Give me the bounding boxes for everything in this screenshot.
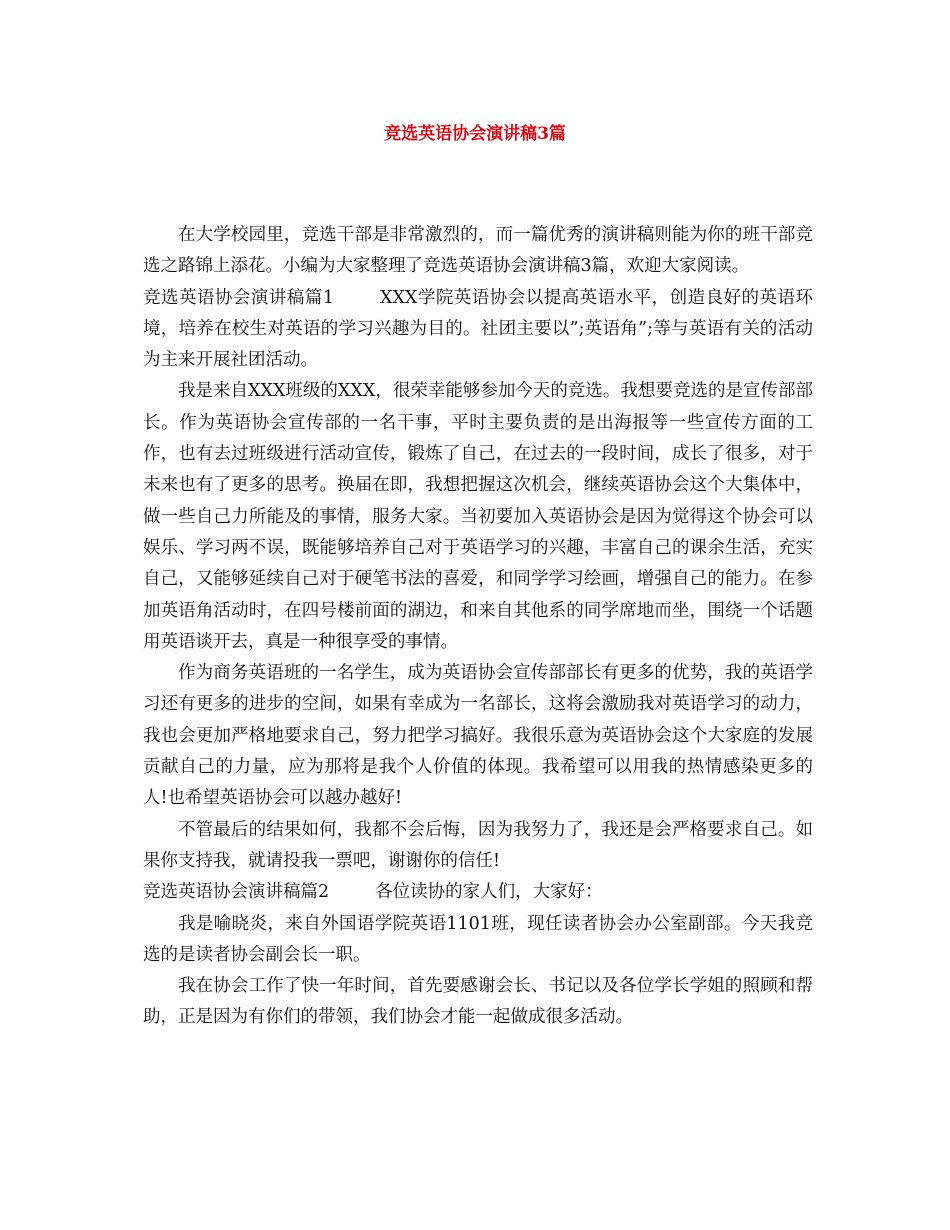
paragraph-body: 作为商务英语班的一名学生，成为英语协会宣传部部长有更多的优势，我的英语学习还有更多的进步的空间，如果有幸成为一名部长，这将会激励我对英语学习的动力，我也会更加严格地要求自己，努力把学习搞好。我很乐意为英语协会这个大家庭的发展贡献自己的力量，应为那将是我个人价值的体现。我希望可以用我的热情感染更多的人!也希望英语协会可以越办越好! — [143, 663, 813, 809]
document-body — [143, 220, 813, 1034]
document-title: 竞选英语协会演讲稿3篇 — [384, 124, 566, 144]
section-text-1: XXX学院英语协会以提高英语水平，创造良好的英语环境，培养在校生对英语的学习兴趣为目的。社团主要以”;英语角”;等与英语有关的活动为主来开展社团活动。 — [143, 287, 814, 371]
section-text-2: 各位读协的家人们，大家好： — [375, 882, 603, 903]
paragraph-speech-1-heading — [143, 283, 813, 377]
section-heading-2: 竞选英语协会演讲稿篇2 — [143, 882, 330, 903]
paragraph-body: 我是喻晓炎，来自外国语学院英语1101班，现任读者协会办公室副部。今天我竞选的是读者协会副会长一职。 — [143, 913, 813, 965]
paragraph-speech-2-heading — [143, 877, 813, 908]
paragraph-body: 我是来自XXX班级的XXX，很荣幸能够参加今天的竞选。我想要竞选的是宣传部部长。作为英语协会宣传部的一名干事，平时主要负责的是出海报等一些宣传方面的工作，也有去过班级进行活动宣传，锻炼了自己，在过去的一段时间，成长了很多，对于未来也有了更多的思考。换届在即，我想把握这次机会，继续英语协会这个大集体中，做一些自己力所能及的事情，服务大家。当初要加入英语协会是因为觉得这个协会可以娱乐、学习两不误，既能够培养自己对于英语学习的兴趣，丰富自己的课余生活，充实自己，又能够延续自己对于硬笔书法的喜爱，和同学学习绘画，增强自己的能力。在参加英语角活动时，在四号楼前面的湖边，和来自其他系的同学席地而坐，围绕一个话题用英语谈开去，真是一种很享受的事情。 — [143, 381, 813, 652]
section-heading-1: 竞选英语协会演讲稿篇1 — [143, 287, 334, 308]
paragraph-body: 我在协会工作了快一年时间，首先要感谢会长、书记以及各位学长学姐的照顾和帮助，正是因为有你们的带领，我们协会才能一起做成很多活动。 — [143, 976, 813, 1028]
paragraph-body: 不管最后的结果如何，我都不会后悔，因为我努力了，我还是会严格要求自己。如果你支持我，就请投我一票吧，谢谢你的信任! — [143, 819, 813, 871]
paragraph-intro: 在大学校园里，竞选干部是非常激烈的，而一篇优秀的演讲稿则能为你的班干部竞选之路锦上添花。小编为大家整理了竞选英语协会演讲稿3篇，欢迎大家阅读。 — [143, 225, 813, 277]
